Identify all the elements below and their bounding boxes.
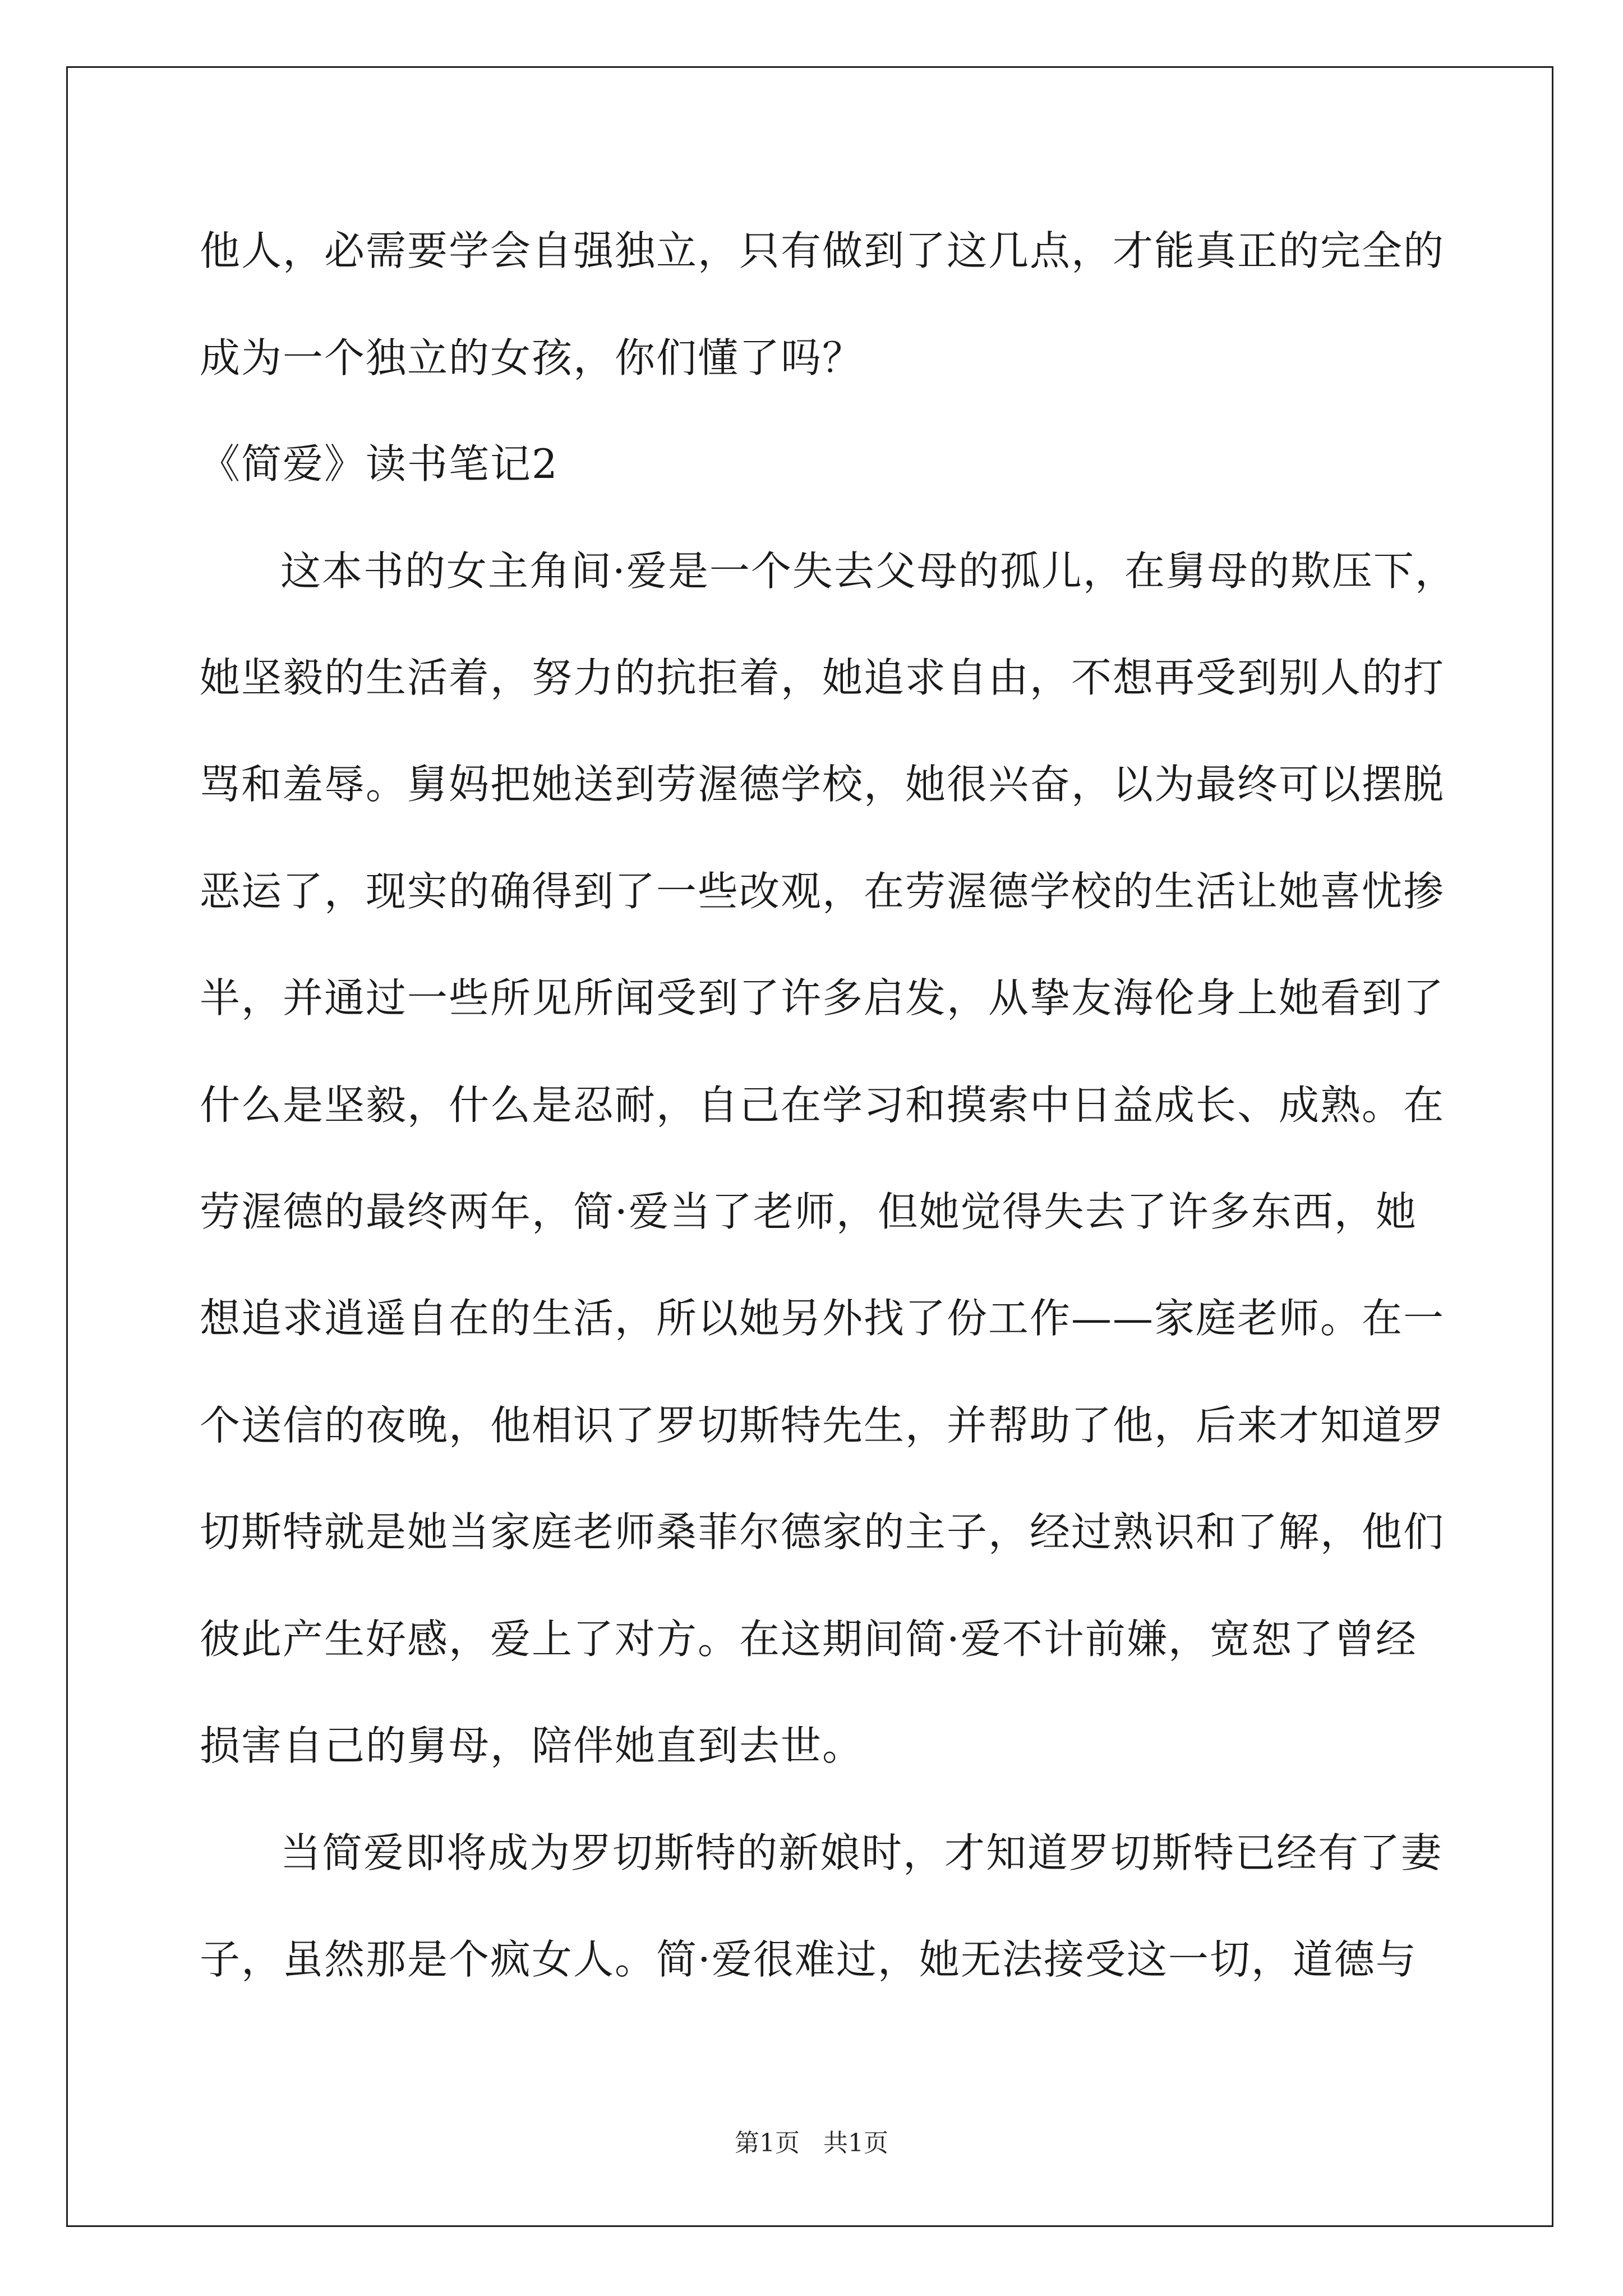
text-line: 切斯特就是她当家庭老师桑菲尔德家的主子，经过熟识和了解，他们: [200, 1508, 1445, 1556]
text-line: 子，虽然那是个疯女人。简·爱很难过，她无法接受这一切，道德与: [200, 1936, 1417, 1983]
text-line: 成为一个独立的女孩，你们懂了吗？: [200, 334, 864, 381]
text-line: 想追求逍遥自在的生活，所以她另外找了份工作——家庭老师。在一: [200, 1295, 1445, 1342]
text-line: 个送信的夜晚，他相识了罗切斯特先生，并帮助了他，后来才知道罗: [200, 1402, 1445, 1449]
page-footer: [0, 2128, 1623, 2159]
text-line: 她坚毅的生活着，努力的抗拒着，她追求自由，不想再受到别人的打: [200, 654, 1445, 701]
text-line: 当简爱即将成为罗切斯特的新娘时，才知道罗切斯特已经有了妻: [280, 1829, 1443, 1876]
text-line: 这本书的女主角间·爱是一个失去父母的孤儿，在舅母的欺压下，: [280, 547, 1456, 595]
text-line: 彼此产生好感，爱上了对方。在这期间简·爱不计前嫌，宽恕了曾经: [200, 1616, 1417, 1663]
page-frame: [66, 66, 1553, 2227]
text-line: 什么是坚毅，什么是忍耐，自己在学习和摸索中日益成长、成熟。在: [200, 1082, 1445, 1129]
text-line: 损害自己的舅母，陪伴她直到去世。: [200, 1722, 864, 1769]
text-line: 恶运了，现实的确得到了一些改观，在劳渥德学校的生活让她喜忧掺: [200, 868, 1445, 915]
text-line: 骂和羞辱。舅妈把她送到劳渥德学校，她很兴奋，以为最终可以摆脱: [200, 761, 1445, 808]
section-heading: 《简爱》读书笔记2: [200, 440, 559, 487]
page-number: 第1页: [735, 2129, 800, 2157]
text-line: 劳渥德的最终两年，简·爱当了老师，但她觉得失去了许多东西，她: [200, 1188, 1417, 1235]
text-line: 他人，必需要学会自强独立，只有做到了这几点，才能真正的完全的: [200, 227, 1445, 274]
page-total: 共1页: [823, 2129, 888, 2157]
text-line: 半，并通过一些所见所闻受到了许多启发，从挚友海伦身上她看到了: [200, 974, 1445, 1022]
